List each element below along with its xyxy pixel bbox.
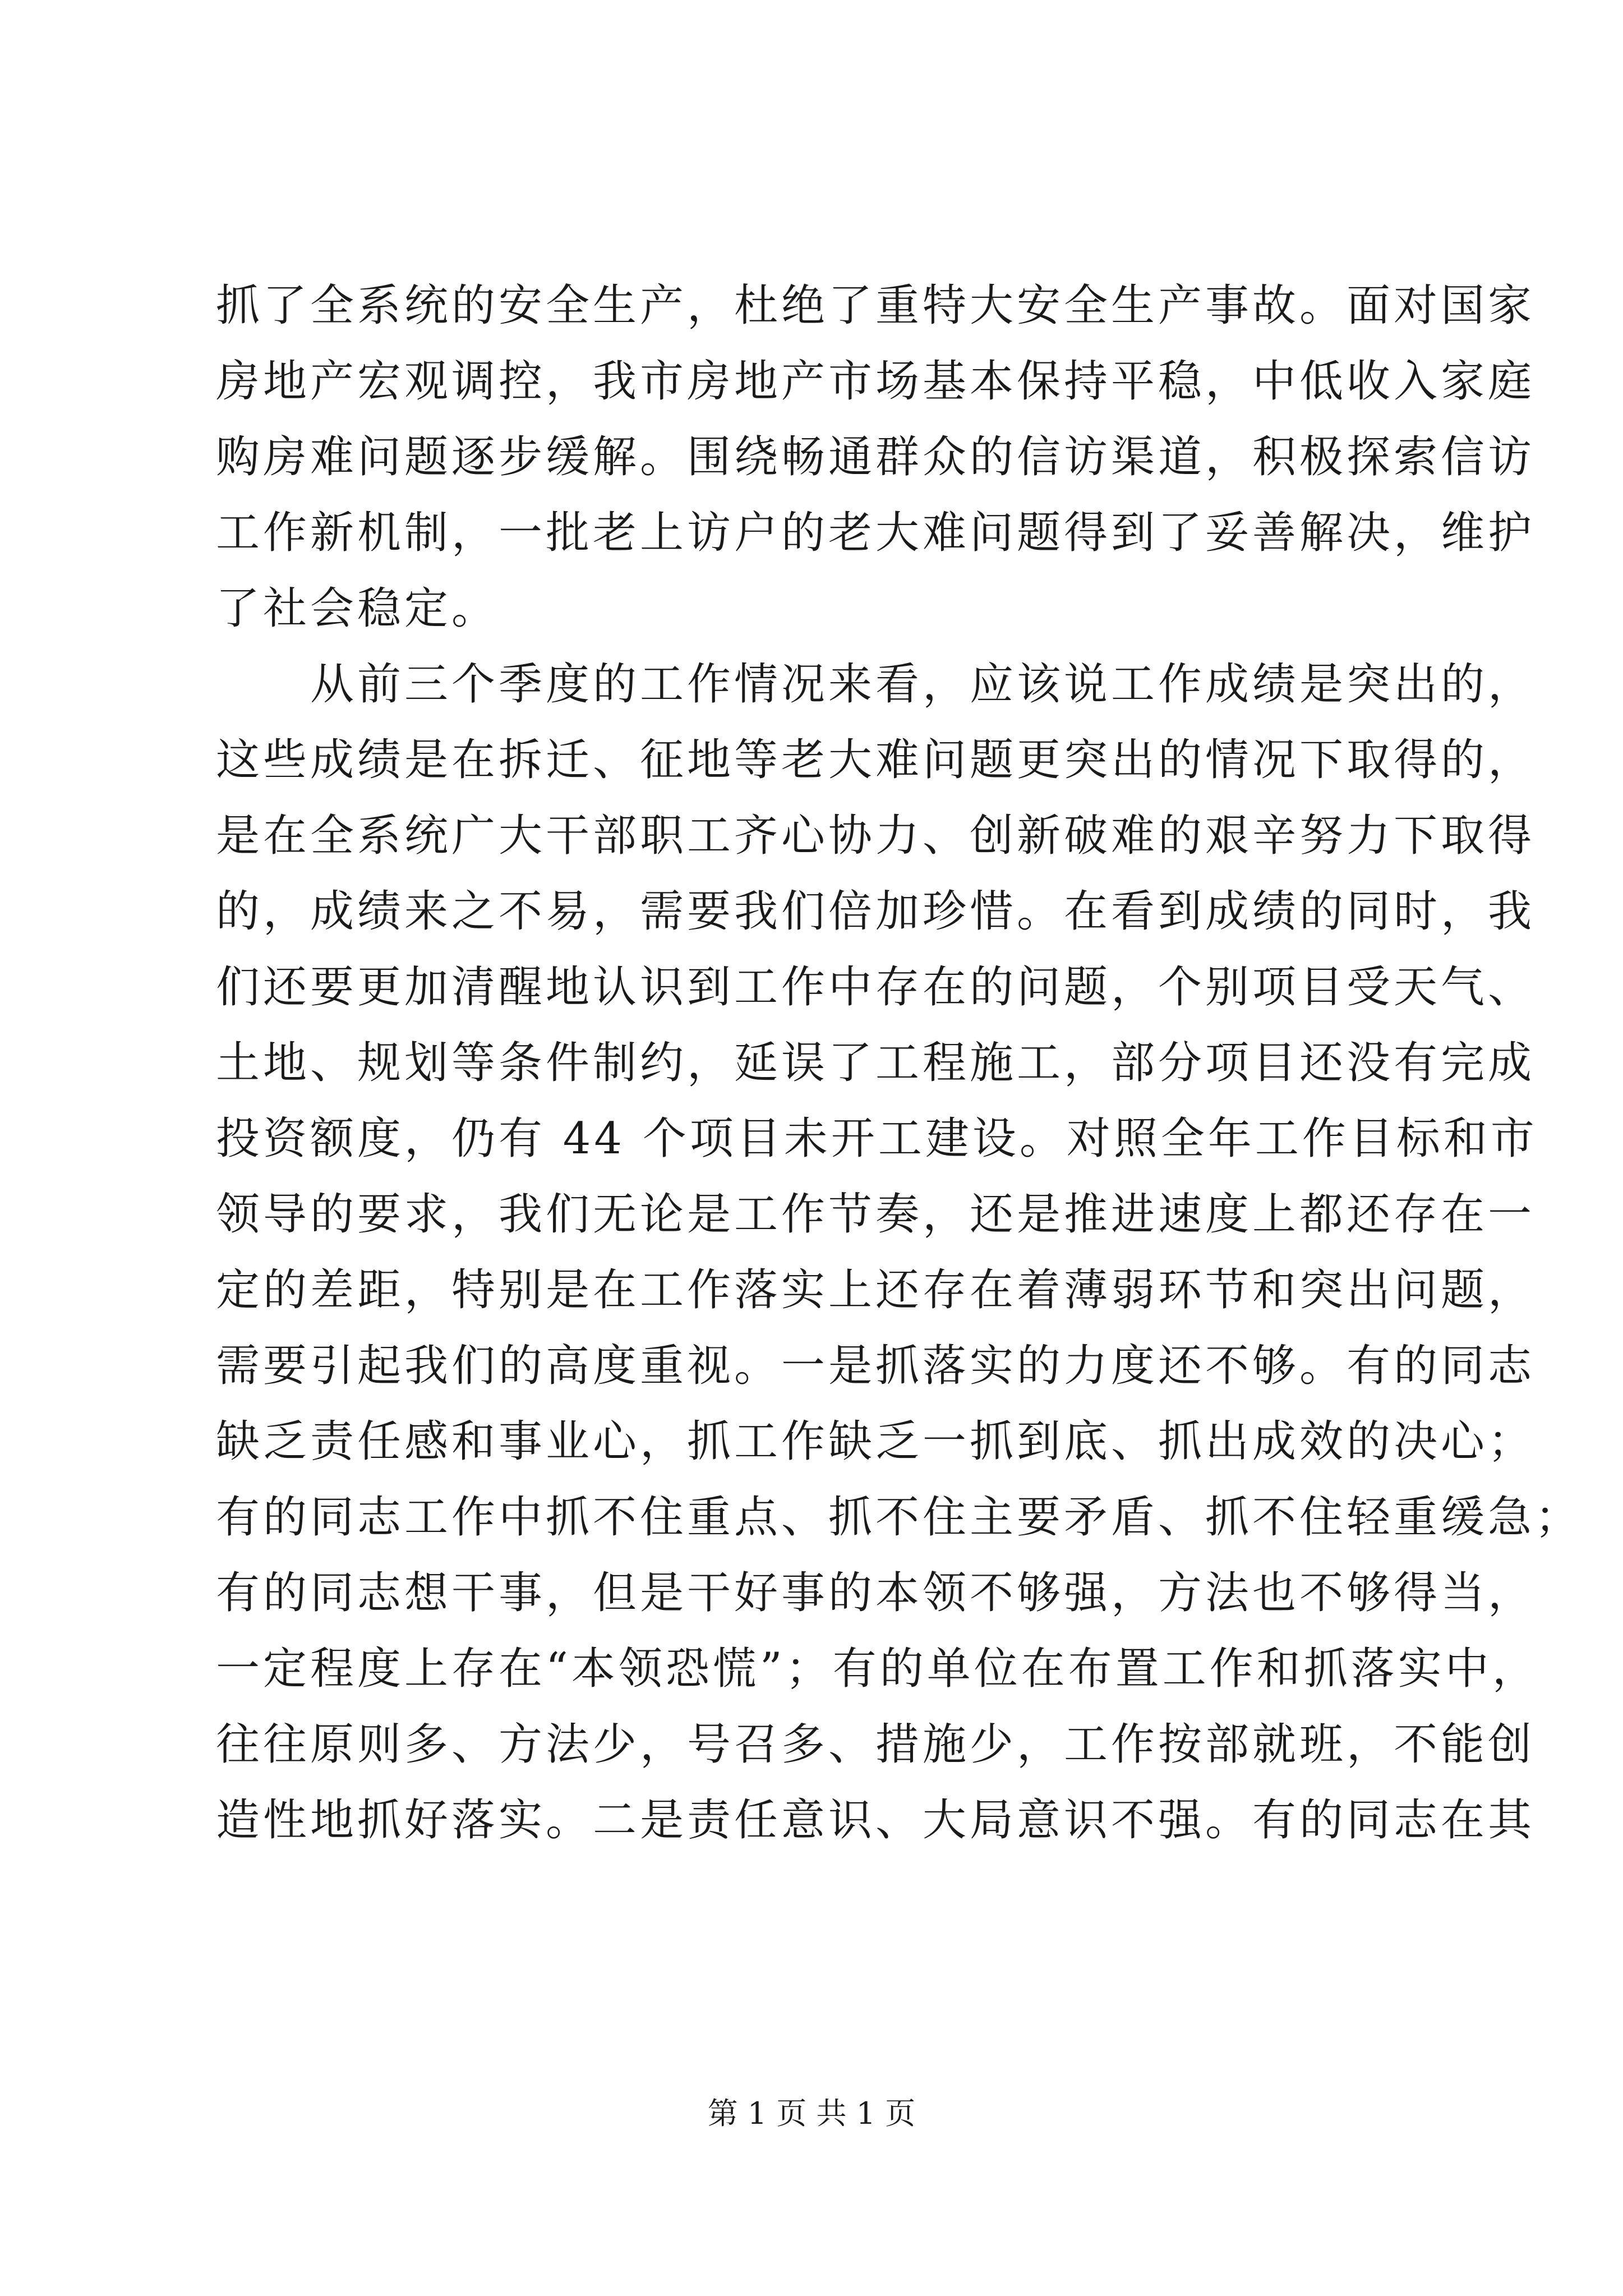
document-body <box>216 268 1583 1858</box>
text-line: 这些成绩是在拆迁、征地等老大难问题更突出的情况下取得的， <box>216 735 1536 785</box>
text-line: 抓了全系统的安全生产，杜绝了重特大安全生产事故。面对国家 <box>216 280 1536 331</box>
text-line: 工作新机制，一批老上访户的老大难问题得到了妥善解决，维护 <box>216 508 1536 558</box>
text-line: 领导的要求，我们无论是工作节奏，还是推进速度上都还存在一 <box>216 1189 1536 1240</box>
text-line: 从前三个季度的工作情况来看，应该说工作成绩是突出的， <box>310 659 1536 710</box>
text-line: 购房难问题逐步缓解。围绕畅通群众的信访渠道，积极探索信访 <box>216 432 1536 482</box>
text-line: 的，成绩来之不易，需要我们倍加珍惜。在看到成绩的同时，我 <box>216 886 1536 937</box>
text-line: 们还要更加清醒地认识到工作中存在的问题，个别项目受天气、 <box>216 962 1536 1013</box>
text-line: 往往原则多、方法少，号召多、措施少，工作按部就班，不能创 <box>216 1719 1536 1770</box>
text-line: 房地产宏观调控，我市房地产市场基本保持平稳，中低收入家庭 <box>216 356 1536 407</box>
text-line: 缺乏责任感和事业心，抓工作缺乏一抓到底、抓出成效的决心； <box>216 1416 1536 1467</box>
text-line: 是在全系统广大干部职工齐心协力、创新破难的艰辛努力下取得 <box>216 811 1536 861</box>
text-line: 一定程度上存在“本领恐慌”；有的单位在布置工作和抓落实中， <box>216 1644 1539 1694</box>
text-line: 土地、规划等条件制约，延误了工程施工，部分项目还没有完成 <box>216 1038 1536 1088</box>
text-line: 造性地抓好落实。二是责任意识、大局意识不强。有的同志在其 <box>216 1795 1536 1846</box>
text-line: 投资额度，仍有 44 个项目未开工建设。对照全年工作目标和市 <box>216 1114 1538 1164</box>
text-line: 有的同志想干事，但是干好事的本领不够强，方法也不够得当， <box>216 1568 1536 1618</box>
text-line: 了社会稳定。 <box>216 583 499 634</box>
text-line: 有的同志工作中抓不住重点、抓不住主要矛盾、抓不住轻重缓急； <box>216 1492 1583 1543</box>
text-line: 定的差距，特别是在工作落实上还存在着薄弱环节和突出问题， <box>216 1265 1536 1315</box>
page-number-label: 第 1 页 共 1 页 <box>707 2096 916 2131</box>
text-line: 需要引起我们的高度重视。一是抓落实的力度还不够。有的同志 <box>216 1341 1536 1391</box>
page-footer <box>0 2090 1623 2133</box>
